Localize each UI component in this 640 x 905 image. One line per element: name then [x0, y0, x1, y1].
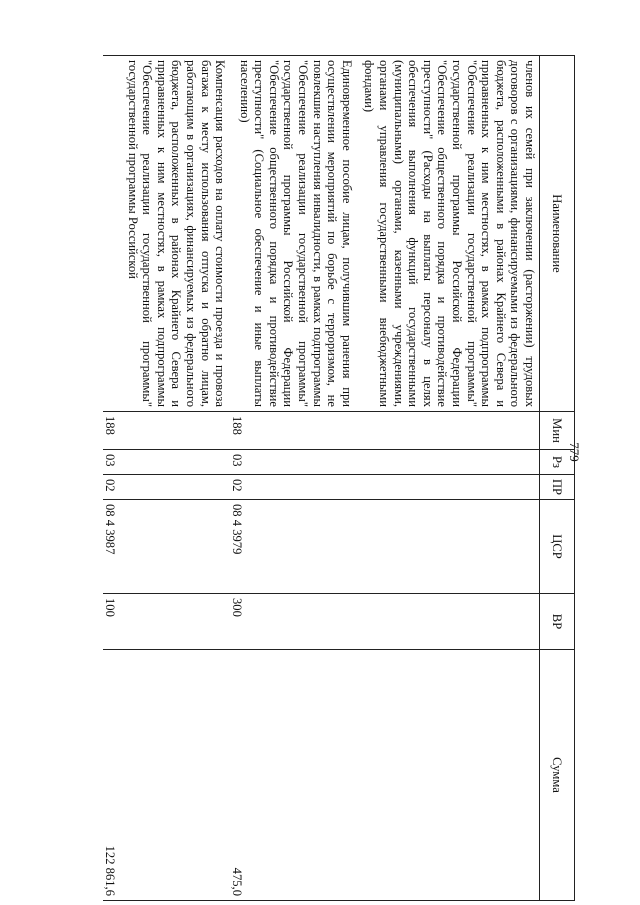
- row-csr: [356, 500, 540, 594]
- row-min-value: 188: [103, 416, 118, 435]
- row-pr-value: 02: [229, 479, 244, 492]
- header-csr: ЦСР: [540, 500, 575, 594]
- budget-table: [103, 55, 575, 901]
- row-min-value: 188: [229, 416, 244, 435]
- row-pr: [103, 475, 230, 500]
- row-name: Единовременное пособие лицам, получившим ранения при осуществлении мероприятий по борьбе с терроризмом, не повлекшие наступления инвалидности, в рамках подпрограммы "Обеспечение реализации государственной программы" государственной программы Российской Федерации "Обеспечение общественного порядка и противодействие преступности" (Социальное обеспечение и иные выплаты населению): [229, 56, 356, 412]
- row-rz: [356, 450, 540, 475]
- row-min: [356, 412, 540, 450]
- row-pr-value: 02: [103, 479, 118, 492]
- row-csr: [229, 500, 356, 594]
- header-rz: Рз: [540, 450, 575, 475]
- row-vr: [103, 594, 230, 650]
- row-min: [229, 412, 356, 450]
- page-number: 779: [567, 442, 582, 462]
- table-header-row: [540, 56, 575, 901]
- row-sum: [103, 650, 230, 901]
- row-csr-value: 08 4 3979: [229, 504, 244, 555]
- row-vr-value: 100: [103, 598, 118, 617]
- row-rz: [229, 450, 356, 475]
- row-min: [103, 412, 230, 450]
- row-sum: [356, 650, 540, 901]
- row-rz-value: 03: [229, 454, 244, 467]
- table-row: [229, 56, 356, 901]
- header-pr: ПР: [540, 475, 575, 500]
- row-vr: [229, 594, 356, 650]
- row-sum: [229, 650, 356, 901]
- row-name: Компенсация расходов на оплату стоимости проезда и провоза багажа к месту использования отпуска и обратно лицам, работающим в организациях, финансируемых из федерального бюджета, расположенных в районах Крайнего Севера и приравненных к ним местностях, в рамках подпрограммы "Обеспечение реализации государственной программы" государственной программы Российской: [103, 56, 230, 412]
- row-csr: [103, 500, 230, 594]
- row-sum-value: 122 861,6: [103, 845, 118, 896]
- row-rz-value: 03: [103, 454, 118, 467]
- row-pr: [356, 475, 540, 500]
- row-name: членов их семей при заключении (расторжении) трудовых договоров с организациями, финансируемыми из федерального бюджета, расположенными в районах Крайнего Севера и приравненных к ним местностях, в рамках подпрограммы "Обеспечение реализации государственной программы" государственной программы Российской Федерации "Обеспечение общественного порядка и противодействие преступности" (Расходы на выплаты персоналу в целях обеспечения выполнения функций государственными (муниципальными) органами, казенными учреждениями, органами управления государственными внебюджетными фондами): [356, 56, 540, 412]
- header-vr: ВР: [540, 594, 575, 650]
- header-sum: Сумма: [540, 650, 575, 901]
- header-min: Мин: [540, 412, 575, 450]
- row-vr-value: 300: [229, 598, 244, 617]
- row-rz: [103, 450, 230, 475]
- table-row: [356, 56, 540, 901]
- header-name: Наименование: [540, 56, 575, 412]
- row-csr-value: 08 4 3987: [103, 504, 118, 555]
- rotated-page: [95, 55, 575, 900]
- row-vr: [356, 594, 540, 650]
- row-pr: [229, 475, 356, 500]
- table-row: [103, 56, 230, 901]
- row-sum-value: 475,0: [229, 867, 244, 896]
